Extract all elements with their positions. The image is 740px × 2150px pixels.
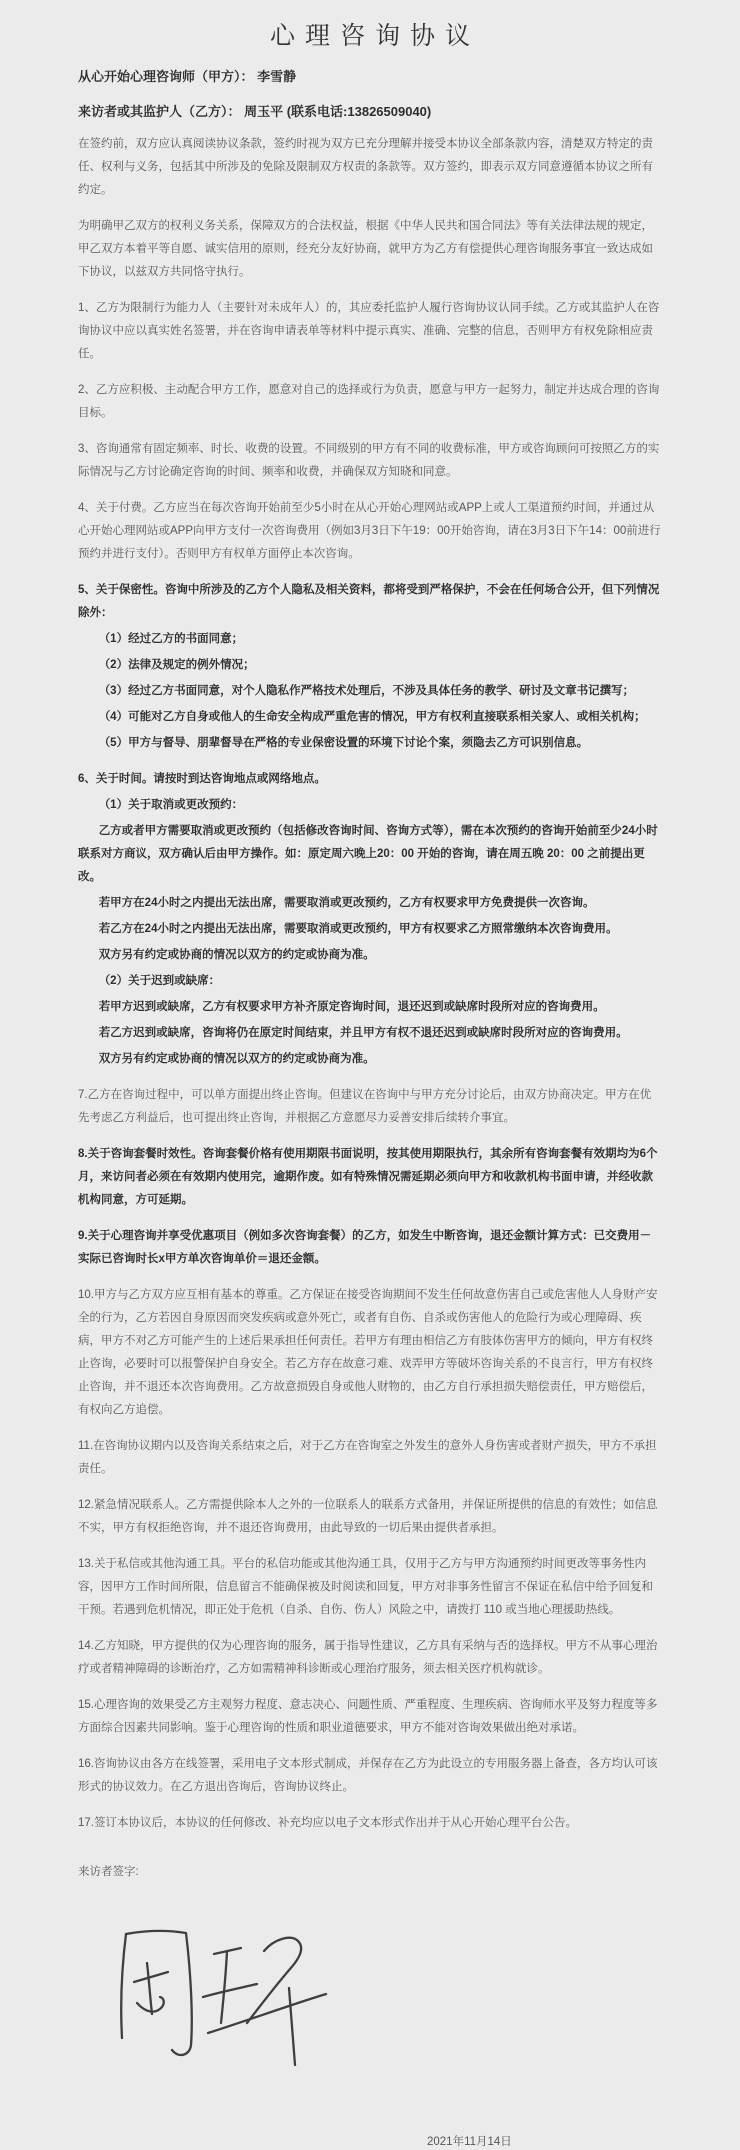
- agreement-paragraph: 4、关于付费。乙方应当在每次咨询开始前至少5小时在从心开始心理网站或APP上或人工渠道预约时间，并通过从心开始心理网站或APP向甲方支付一次咨询费用（例如3月3日下午19：00开始咨询，请在3月3日下午14：00前进行预约并进行支付）。否则甲方有权单方面停止本次咨询。: [78, 502, 661, 560]
- agreement-paragraph: （2）关于迟到或缺席：: [98, 975, 221, 987]
- agreement-paragraph: 双方另有约定或协商的情况以双方的约定或协商为准。: [98, 1053, 375, 1065]
- agreement-paragraph: （1）关于取消或更改预约：: [98, 799, 244, 811]
- agreement-paragraph: 乙方或者甲方需要取消或更改预约（包括修改咨询时间、咨询方式等），需在本次预约的咨询开始前至少24小时联系对方商议，双方确认后由甲方操作。如：原定周六晚上20：00 开始的咨询，请在周五晚 20：00 之前提出更改。: [78, 825, 658, 883]
- agreement-paragraph: 若甲方迟到或缺席，乙方有权要求甲方补齐原定咨询时间，退还迟到或缺席时段所对应的咨询费用。: [98, 1001, 605, 1013]
- agreement-body: [78, 133, 662, 1835]
- agreement-paragraph: 16.咨询协议由各方在线签署，采用电子文本形式制成，并保存在乙方为此设立的专用服务器上备查，各方均认可该形式的协议效力。在乙方退出咨询后，咨询协议终止。: [78, 1758, 658, 1793]
- signature-ink-icon: [108, 1926, 338, 2076]
- agreement-paragraph: 若乙方迟到或缺席，咨询将仍在原定时间结束，并且甲方有权不退还迟到或缺席时段所对应的咨询费用。: [98, 1027, 628, 1039]
- agreement-paragraph: 为明确甲乙双方的权利义务关系，保障双方的合法权益，根据《中华人民共和国合同法》等有关法律法规的规定，甲乙双方本着平等自愿、诚实信用的原则，经充分友好协商，就甲方为乙方有偿提供心理咨询服务事宜一致达成如下协议，以兹双方共同恪守执行。: [78, 220, 653, 278]
- agreement-paragraph: 13.关于私信或其他沟通工具。平台的私信功能或其他沟通工具，仅用于乙方与甲方沟通预约时间更改等事务性内容，因甲方工作时间所限，信息留言不能确保被及时阅读和回复，甲方对非事务性留言不保证在私信中给予回复和干预。若遇到危机情况，即正处于危机（自杀、自伤、伤人）风险之中，请拨打 110 或当地心理援助热线。: [78, 1558, 653, 1616]
- agreement-paragraph: 8.关于咨询套餐时效性。咨询套餐价格有使用期限书面说明，按其使用期限执行，其余所有咨询套餐有效期均为6个月，来访问者必须在有效期内使用完，逾期作废。如有特殊情况需延期必须向甲方和收款机构书面申请，并经收款机构同意，方可延期。: [78, 1148, 658, 1206]
- agreement-paragraph: 14.乙方知晓，甲方提供的仅为心理咨询的服务，属于指导性建议，乙方具有采纳与否的选择权。甲方不从事心理治疗或者精神障碍的诊断治疗，乙方如需精神科诊断或心理治疗服务，须去相关医疗机构就诊。: [78, 1640, 658, 1675]
- agreement-paragraph: 5、关于保密性。咨询中所涉及的乙方个人隐私及相关资料，都将受到严格保护，不会在任何场合公开，但下列情况除外：: [78, 584, 660, 619]
- agreement-paragraph: 若甲方在24小时之内提出无法出席，需要取消或更改预约，乙方有权要求甲方免费提供一次咨询。: [98, 897, 595, 909]
- agreement-paragraph: 3、咨询通常有固定频率、时长、收费的设置。不同级别的甲方有不同的收费标准，甲方或咨询顾问可按照乙方的实际情况与乙方讨论确定咨询的时间、频率和收费，并确保双方知晓和同意。: [78, 443, 660, 478]
- signature-label: 来访者签字:: [78, 1866, 139, 1878]
- agreement-paragraph: 10.甲方与乙方双方应互相有基本的尊重。乙方保证在接受咨询期间不发生任何故意伤害自己或危害他人人身财产安全的行为，乙方若因自身原因而突发疾病或意外死亡，或者有自伤、自杀或伤害他人的危险行为或心理障碍、疾病，甲方不对乙方可能产生的上述后果承担任何责任。若甲方有理由相信乙方有肢体伤害甲方的倾向，甲方有权终止咨询，必要时可以报警保护自身安全。若乙方存在故意刁难、戏弄甲方等破坏咨询关系的不良言行，甲方有权终止咨询，并不退还本次咨询费用。乙方故意损毁自身或他人财物的，由乙方自行承担损失赔偿责任，甲方赔偿后，有权向乙方追偿。: [78, 1289, 658, 1416]
- agreement-paragraph: 1、乙方为限制行为能力人（主要针对未成年人）的，其应委托监护人履行咨询协议认同手续。乙方或其监护人在咨询协议中应以真实姓名签署，并在咨询申请表单等材料中提示真实、准确、完整的信息，否则甲方有权免除相应责任。: [78, 302, 660, 360]
- agreement-paragraph: 17.签订本协议后，本协议的任何修改、补充均应以电子文本形式作出并于从心开始心理平台公告。: [78, 1817, 577, 1829]
- agreement-paragraph: 若乙方在24小时之内提出无法出席，需要取消或更改预约，甲方有权要求乙方照常缴纳本次咨询费用。: [98, 923, 618, 935]
- agreement-paragraph: （4）可能对乙方自身或他人的生命安全构成严重危害的情况，甲方有权利直接联系相关家人、或相关机构；: [98, 711, 646, 723]
- agreement-paragraph: （1）经过乙方的书面同意；: [98, 633, 244, 645]
- agreement-paragraph: 15.心理咨询的效果受乙方主观努力程度、意志决心、问题性质、严重程度、生理疾病、咨询师水平及努力程度等多方面综合因素共同影响。鉴于心理咨询的性质和职业道德要求，甲方不能对咨询效果做出绝对承诺。: [78, 1699, 658, 1734]
- agreement-paragraph: 12.紧急情况联系人。乙方需提供除本人之外的一位联系人的联系方式备用，并保证所提供的信息的有效性；如信息不实，甲方有权拒绝咨询，并不退还咨询费用，由此导致的一切后果由提供者承担。: [78, 1499, 658, 1534]
- agreement-paragraph: （5）甲方与督导、朋辈督导在严格的专业保密设置的环境下讨论个案，须隐去乙方可识别信息。: [98, 737, 589, 749]
- party-b-line: 来访者或其监护人（乙方）： 周玉平 (联系电话:13826509040): [78, 104, 432, 119]
- page-title: 心理咨询协议: [269, 22, 480, 50]
- agreement-date: 2021年11月14日: [427, 2136, 512, 2148]
- party-a-line: 从心开始心理咨询师（甲方）： 李雪静: [78, 69, 297, 84]
- agreement-paragraph: 11.在咨询协议期内以及咨询关系结束之后，对于乙方在咨询室之外发生的意外人身伤害或者财产损失，甲方不承担责任。: [78, 1440, 657, 1475]
- agreement-paragraph: 2、乙方应积极、主动配合甲方工作，愿意对自己的选择或行为负责，愿意与甲方一起努力，制定并达成合理的咨询目标。: [78, 384, 660, 419]
- agreement-paragraph: 6、关于时间。请按时到达咨询地点或网络地点。: [78, 773, 326, 785]
- handwritten-signature: [108, 1926, 338, 2076]
- agreement-paragraph: 7.乙方在咨询过程中，可以单方面提出终止咨询。但建议在咨询中与甲方充分讨论后，由双方协商决定。甲方在优先考虑乙方利益后，也可提出终止咨询，并根据乙方意愿尽力妥善安排后续转介事宜。: [78, 1089, 652, 1124]
- agreement-paragraph: 双方另有约定或协商的情况以双方的约定或协商为准。: [98, 949, 375, 961]
- agreement-paragraph: 在签约前，双方应认真阅读协议条款，签约时视为双方已充分理解并接受本协议全部条款内容，清楚双方特定的责任、权利与义务，包括其中所涉及的免除及限制双方权责的条款等。双方签约，即表示双方同意遵循本协议之所有约定。: [78, 138, 653, 196]
- agreement-paragraph: （3）经过乙方书面同意，对个人隐私作严格技术处理后，不涉及具体任务的教学、研讨及文章书记撰写；: [98, 685, 635, 697]
- agreement-paragraph: （2）法律及规定的例外情况；: [98, 659, 255, 671]
- agreement-paragraph: 9.关于心理咨询并享受优惠项目（例如多次咨询套餐）的乙方，如发生中断咨询，退还金额计算方式：已交费用－实际已咨询时长x甲方单次咨询单价＝退还金额。: [78, 1230, 652, 1265]
